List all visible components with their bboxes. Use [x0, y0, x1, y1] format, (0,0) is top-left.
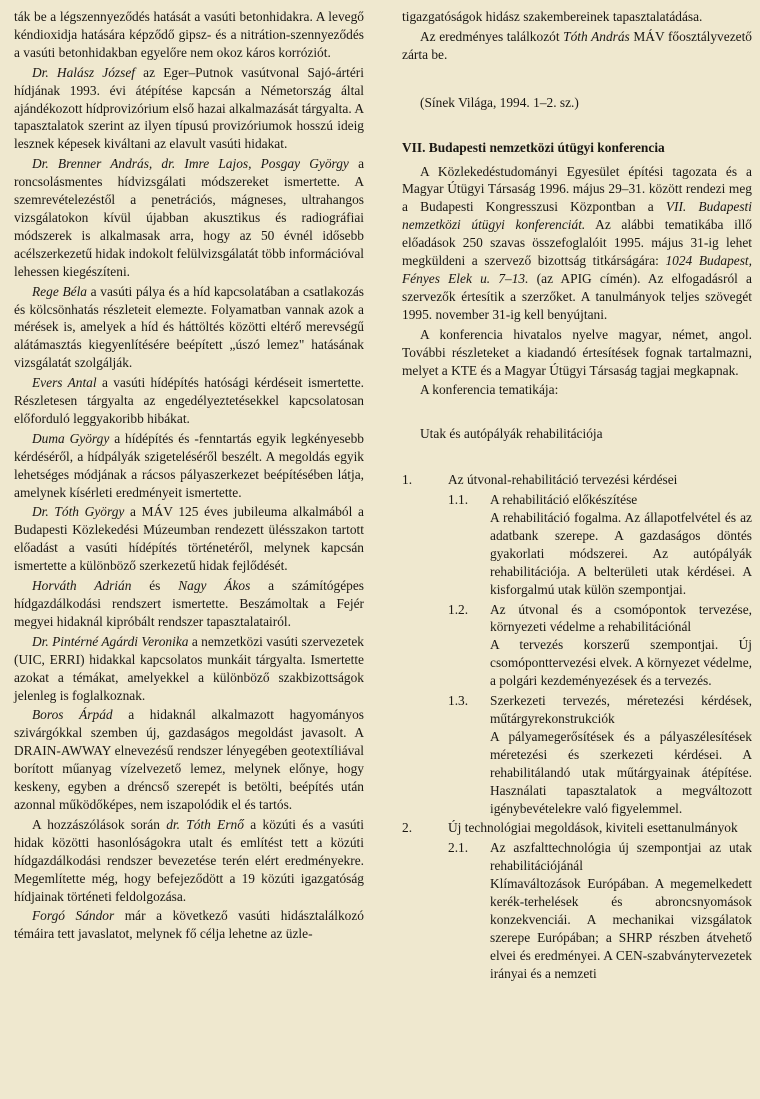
- subtopic-number: 1.1.: [448, 492, 469, 508]
- author-name: Dr. Halász József: [32, 64, 135, 80]
- address: 1024 Budapest, Fényes Elek u. 7–13.: [402, 253, 753, 286]
- subtopic-title: Az aszfalttechnológia új szempontjai az utak rehabilitációjánál: [490, 840, 752, 874]
- paragraph: [14, 374, 364, 428]
- paragraph: [14, 503, 364, 575]
- author-name: Forgó Sándor: [32, 908, 115, 924]
- author-name: Nagy Ákos: [178, 578, 251, 594]
- paragraph-text: a vasúti hídépítés hatósági kérdéseit ismertette. Részletesen tárgyalta az engedélyeztetésekkel kapcsolatosan előforduló leggyakoribb hibákat.: [14, 375, 365, 426]
- paragraph-text: a vasúti pálya és a híd kapcsolatában a csatlakozás és kölcsönhatás részleteit elemezte. Folyamatban vannak azok a mérések is, amelyek a híd és háttöltés közötti eltérő merevségű alátámasztás kiegyenlítésére beépített „úszó lemez" hatásának vizsgálatát szolgálják.: [14, 283, 364, 371]
- paragraph-text: a számítógépes hídgazdálkodási rendszert ismertette. Beszámoltak a Fejér megyei hidaknál kipróbált rendszer tapasztalatairól.: [14, 578, 364, 629]
- subtopic-title: Szerkezeti tervezés, méretezési kérdések, műtárgyrekonstrukciók: [490, 693, 752, 726]
- author-name: Dr. Brenner András, dr. Imre Lajos, Posgay György: [32, 156, 349, 172]
- paragraph-text: a roncsolásmentes hídvizsgálati módszereket ismertette. A szemrevételezéstől a penetrációs, mágneses, ultrahangos vizsgálatokon kívül újabban akusztikus és radiográfiai módszerek is alkalmasak arra, hogy az 50 évnél idősebb acélszerkezetű hidak indokolt felülvizsgálatát több információval lehessen kiegészíteni.: [14, 156, 365, 279]
- author-name: Boros Árpád: [32, 707, 113, 723]
- paragraph: [14, 283, 364, 373]
- paragraph-text: a hídépítés és -fenntartás egyik legkényesebb kérdéséről, a hídpályák szigeteléséről beszélt. A megoldás egyik lehetséges módjának a rácsos pályaszerkezet beépítésében látja, amelynek kísérleti eredményeit ismertette.: [14, 430, 364, 500]
- conference-name: VII. Budapesti nemzetközi útügyi konferenciát.: [402, 199, 752, 233]
- subtopic-number: 1.2.: [448, 601, 469, 617]
- paragraph: tigazgatóságok hidász szakembereinek tapasztalatádása.: [402, 9, 703, 24]
- right-column: [402, 8, 752, 983]
- paragraph-text: a hidaknál alkalmazott hagyományos szivárgókkal szemben új, gazdaságos megoldást javasolt. A DRAIN-AWWAY elnevezésű rendszer lényegében geotextíliával borított műanyag vízelvezető lemez, melynek előnye, hogy keskeny, egyben a dréncső szerepét is betölti, beépítés után azonnal működőképes, nem iszapolódik el és tartós.: [14, 707, 364, 812]
- paragraph-text: A Közlekedéstudományi Egyesület építési tagozata és a Magyar Útügyi Társaság 1996. május 29–31. között rendezi meg a Budapesti Kongresszusi Központban a: [402, 163, 752, 215]
- paragraph-text: már a következő vasúti hidásztalálkozó témáira tett javaslatot, melynek fő célja lehetne az üzle-: [14, 908, 364, 942]
- subtopic-description: Klímaváltozások Európában. A megemelkedett kerék-terhelések és abroncsnyomások konzekvenciái. A mechanikai vizsgálatok szerepe Európában; a SHRP részben átvehető elvei és eredményei. A CEN-szabványtervezetek irányai és a nemzeti: [490, 876, 752, 981]
- paragraph: [14, 816, 364, 906]
- subtopic-number: 2.1.: [448, 840, 469, 856]
- paragraph: [14, 577, 364, 631]
- paragraph-text: a nemzetközi vasúti szervezetek (UIC, ERRI) hidakkal kapcsolatos munkáit tárgyalta. Ismertette azokat a témákat, amelyekkel a különböző szakbizottságok jelenleg is foglalkoznak.: [14, 633, 364, 703]
- topic-number: 2.: [402, 820, 413, 836]
- subtopic-item: [402, 491, 752, 598]
- paragraph-text: MÁV főosztályvezető zárta be.: [402, 28, 752, 62]
- author-name: Duma György: [32, 430, 110, 446]
- author-name: Dr. Tóth György: [32, 504, 125, 520]
- author-name: dr. Tóth Ernő: [166, 816, 244, 832]
- paragraph: [402, 163, 752, 324]
- topic-number: 1.: [402, 472, 413, 488]
- subtopic-title: Az útvonal és a csomópontok tervezése, környezeti védelme a rehabilitációnál: [490, 601, 752, 635]
- subtopic-item: [402, 692, 752, 817]
- paragraph: ták be a légszennyeződés hatását a vasúti betonhidakra. A levegő kéndioxidja hatására képződő gipsz- és a nitrátion-szennyeződés a vasúti betonhidakban egyelőre nem okoz káros korróziót.: [14, 9, 364, 60]
- topic-title: Új technológiai megoldások, kiviteli esettanulmányok: [448, 820, 738, 836]
- topic-title: Az útvonal-rehabilitáció tervezési kérdései: [448, 472, 678, 488]
- source-citation: (Sínek Világa, 1994. 1–2. sz.): [420, 94, 579, 110]
- paragraph-text: Az eredményes találkozót: [420, 28, 564, 44]
- section-heading: VII. Budapesti nemzetközi útügyi konferencia: [402, 139, 665, 155]
- paragraph: [14, 430, 364, 502]
- author-name: Dr. Pintérné Agárdi Veronika: [32, 633, 189, 649]
- paragraph: A konferencia hivatalos nyelve magyar, német, angol. További részleteket a kiadandó értesítések fognak tartalmazni, melyet a KTE és a Magyar Útügyi Társaság tagjai megkapnak.: [402, 326, 752, 378]
- paragraph-text: A hozzászólások során: [32, 816, 167, 832]
- subtopic-description: A tervezés korszerű szempontjai. Új csomóponttervezési elvek. A környezet védelme, a polgári kezdeményezések és a tervezés.: [490, 637, 752, 689]
- author-name: Evers Antal: [32, 375, 97, 391]
- paragraph: [14, 155, 364, 280]
- left-column: [14, 8, 364, 945]
- subtopic-number: 1.3.: [448, 693, 469, 709]
- paragraph: [14, 633, 364, 705]
- subtopic-description: A pályamegerősítések és a pályaszélesítések méretezési és szerkezeti kérdései. A rehabilitálandó utak műtárgyainak átépítése. Használati tapasztalatok a megváltozott igénybevételekre való figyelemmel.: [490, 728, 752, 816]
- subtopic-title: A rehabilitáció előkészítése: [490, 492, 638, 508]
- subtopic-item: [402, 839, 752, 982]
- paragraph: [14, 64, 364, 154]
- paragraph: [14, 706, 364, 813]
- paragraph-text: az Eger–Putnok vasútvonal Sajó-ártéri hídjának 1993. évi átépítése kapcsán a Németország által ajándékozott hídprovizórium első hazai alkalmazását tárgyalta. A tapasztalatok szerint az ilyen típusú provizóriumok hosszú ideig lesznek képesek kiváltani az elavult vasúti hidakat.: [14, 64, 364, 152]
- author-name: Tóth András: [563, 28, 630, 44]
- paragraph-text: a MÁV 125 éves jubileuma alkalmából a Budapesti Közlekedési Múzeumban rendezett ülésszakon tartott előadást a vasúti hídépítés történetéről, melynek kapcsán ismertette a különböző szerkezetű hidak fejlődését.: [14, 504, 364, 574]
- subtopic-item: [402, 601, 752, 691]
- topic-item: [402, 819, 752, 837]
- thematic-subtitle: Utak és autópályák rehabilitációja: [420, 426, 603, 442]
- paragraph-text: a közúti és a vasúti hidak közötti hasonlóságokra utalt és említést tett a közúti hídgazdálkodási rendszer bevezetése terén elért eredményekre. Megemlítette még, hogy befejeződött a 19 közúti igazgatóság hídjainak történeti feldolgozása.: [14, 816, 364, 904]
- topic-item: [402, 471, 752, 489]
- thematic-label: A konferencia tematikája:: [420, 382, 559, 398]
- paragraph-text: Az alábbi tematikába illő előadások 250 szavas összefoglalóit 1995. május 31-ig lehet megküldeni a szervező bizottság titkárságára:: [402, 217, 752, 269]
- author-name: Horváth Adrián: [32, 578, 132, 594]
- paragraph: [14, 907, 364, 943]
- author-name: Rege Béla: [32, 283, 87, 299]
- subtopic-description: A rehabilitáció fogalma. Az állapotfelvétel és az adatbank szerepe. A gazdaságos döntés gyakorlati módszerei. Az autópályák rehabilitációja. A belterületi utak kérdései. A kisforgalmú utak külön szempontjai.: [490, 510, 752, 597]
- paragraph-text: (az APIG címén). Az elfogadásról a szervezők értesítik a szerzőket. A tanulmányok teljes szövegét 1995. november 31-ig kell benyújtani.: [402, 270, 753, 322]
- paragraph: [402, 28, 752, 64]
- paragraph-text: és: [131, 578, 179, 594]
